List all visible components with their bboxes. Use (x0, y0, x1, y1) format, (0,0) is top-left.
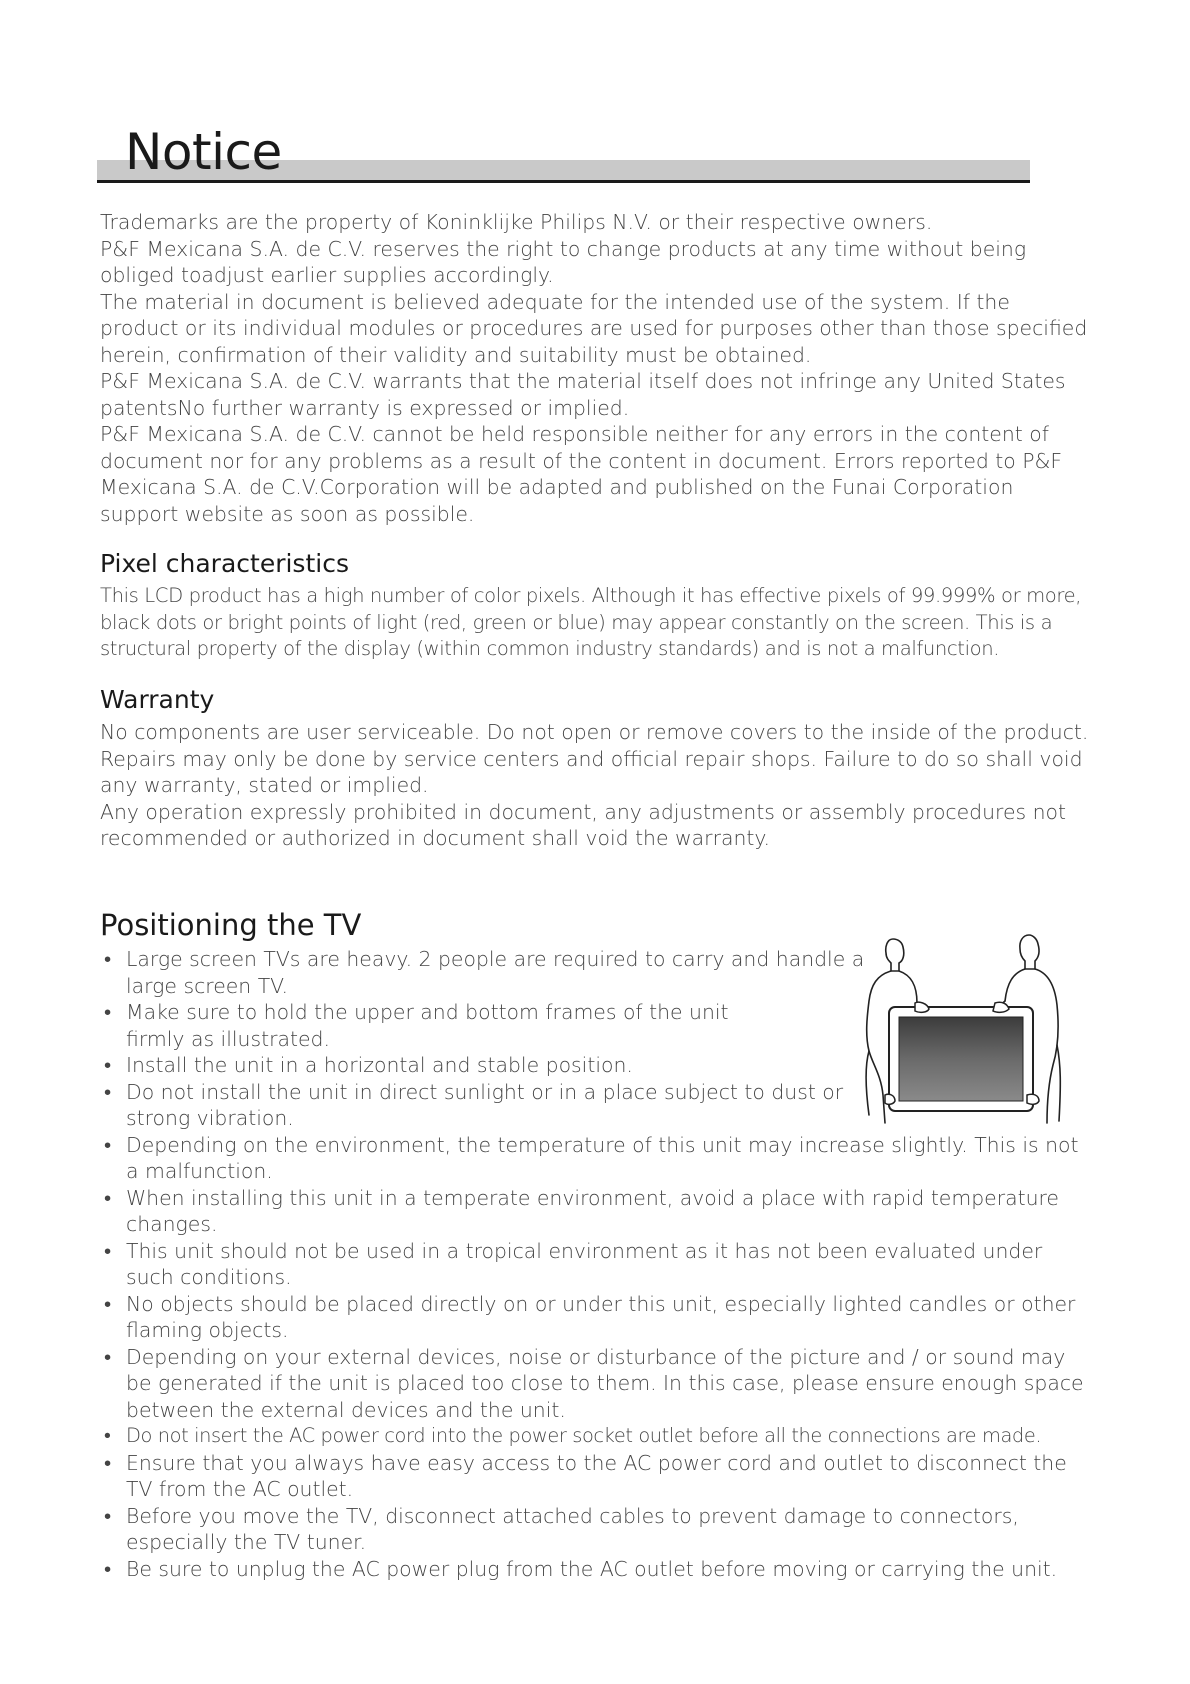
bullet-icon: • (104, 1450, 112, 1475)
pixel-heading: Pixel characteristics (100, 549, 349, 578)
pixel-body (100, 583, 1090, 663)
positioning-heading: Positioning the TV (100, 908, 362, 942)
list-item: • No objects should be placed directly on or under this unit, especially lighted candles or other flaming objects. (104, 1291, 1076, 1342)
notice-paragraph: The material in document is believed adequate for the intended use of the system. If the product or its individual modules or procedures are used for purposes other than those specified herein, confirmation of their validity and suitability must be obtained. (100, 289, 1088, 367)
notice-paragraph: Trademarks are the property of Koninklijke Philips N.V. or their respective owners. (100, 210, 933, 234)
notice-paragraph: P&F Mexicana S.A. de C.V. cannot be held responsible neither for any errors in the content of document nor for any problems as a result of the content in document. Errors reported to P&F Mexicana S.A. de C.V.Corporation will be adapted and published on the Funai Corporation support website as soon as possible. (100, 422, 1063, 526)
bullet-icon: • (104, 1185, 112, 1210)
warranty-paragraph: Any operation expressly prohibited in document, any adjustments or assembly procedures not recommended or authorized in document shall void the warranty. (100, 799, 1067, 850)
bullet-icon: • (104, 1556, 112, 1581)
bullet-icon: • (104, 1424, 111, 1447)
bullet-icon: • (104, 1503, 112, 1528)
list-item: • Make sure to hold the upper and bottom frames of the unit firmly as illustrated. (104, 1000, 729, 1051)
bullet-icon: • (104, 1344, 112, 1369)
list-item: • Install the unit in a horizontal and stable position. (104, 1053, 633, 1077)
list-item: • Depending on the environment, the temperature of this unit may increase slightly. This is not a malfunction. (104, 1132, 1079, 1183)
bullet-icon: • (104, 1053, 112, 1077)
list-item: • Be sure to unplug the AC power plug from the AC outlet before moving or carrying the unit. (104, 1556, 1058, 1581)
carrying-tv-illustration (855, 925, 1065, 1125)
bullet-icon: • (104, 947, 112, 971)
bullet-icon: • (104, 1238, 112, 1263)
warranty-paragraph: No components are user serviceable. Do not open or remove covers to the inside of the product. Repairs may only be done by service centers and official repair shops. Failure to do so shall void any warranty, stated or implied. (100, 720, 1089, 797)
notice-paragraph: P&F Mexicana S.A. de C.V. warrants that the material itself does not infringe any United States patentsNo further warranty is expressed or implied. (100, 369, 1066, 420)
warranty-body (100, 719, 1090, 852)
bullet-icon: • (104, 1291, 112, 1316)
warranty-heading: Warranty (100, 685, 215, 714)
list-item: • Do not install the unit in direct sunlight or in a place subject to dust or strong vibration. (104, 1079, 844, 1130)
notice-body (100, 209, 1090, 527)
list-item: • Ensure that you always have easy access to the AC power cord and outlet to disconnect the TV from the AC outlet. (104, 1450, 1067, 1501)
list-item: • Before you move the TV, disconnect attached cables to prevent damage to connectors, especially the TV tuner. (104, 1503, 1019, 1554)
notice-paragraph: P&F Mexicana S.A. de C.V. reserves the right to change products at any time without being obliged toadjust earlier supplies accordingly. (100, 236, 1027, 287)
list-item: • Large screen TVs are heavy. 2 people are required to carry and handle a large screen TV. (104, 947, 865, 998)
list-item: • Do not insert the AC power cord into the power socket outlet before all the connections are made. (100, 1423, 1090, 1450)
pixel-paragraph: This LCD product has a high number of color pixels. Although it has effective pixels of 99.999% or more, black dots or bright points of light (red, green or blue) may appear constantly on the screen. This is a structural property of the display (within common industry standards) and is not a malfunction. (100, 584, 1082, 660)
bullet-icon: • (104, 1000, 112, 1024)
page-title: Notice (125, 123, 282, 181)
list-item: • This unit should not be used in a tropical environment as it has not been evaluated under such conditions. (104, 1238, 1043, 1289)
list-item: • Depending on your external devices, noise or disturbance of the picture and / or sound may be generated if the unit is placed too close to them. In this case, please ensure enough space between the external devices and the unit. (104, 1344, 1084, 1422)
bullet-icon: • (104, 1079, 112, 1104)
notice-header (97, 120, 1030, 184)
list-item: • When installing this unit in a temperate environment, avoid a place with rapid temperature changes. (104, 1185, 1059, 1236)
bullet-icon: • (104, 1132, 112, 1157)
